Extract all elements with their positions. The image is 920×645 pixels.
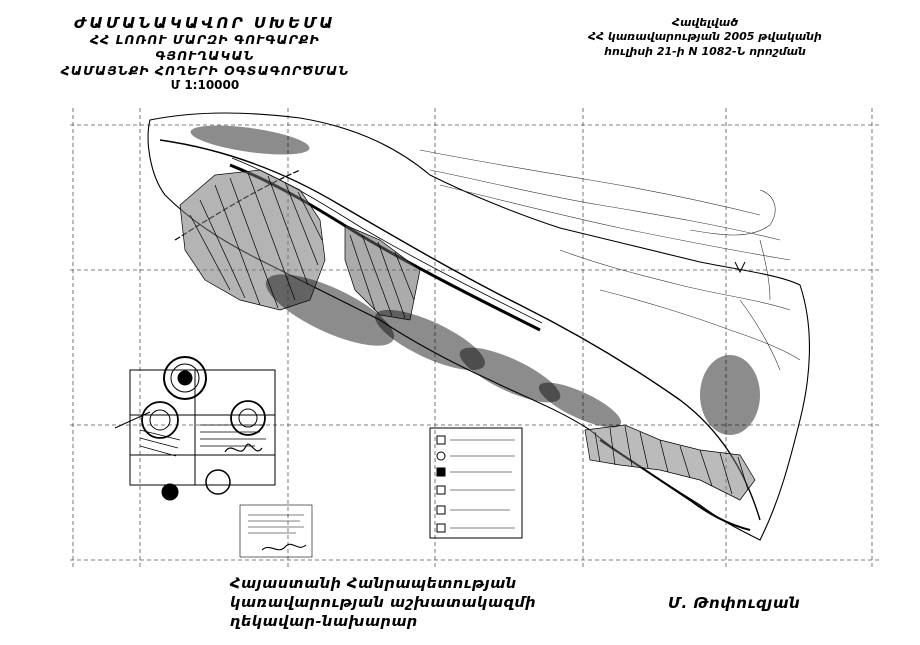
map-subtitle-line-2: ՀԱՄԱՅՆՔԻ ՀՈՂԵՐԻ ՕԳՏԱԳՈՐԾՄԱՆ — [60, 62, 350, 78]
signature-line-1: Հայաստանի Հանրապետության — [230, 576, 517, 592]
signature-line-3: ղեկավար-նախարար — [230, 613, 418, 630]
approval-sheet — [240, 505, 312, 557]
map-title: ԺԱՄԱՆԱԿԱՎՈՐ ՍԽԵՄԱ — [74, 14, 336, 32]
map-subtitle-line-1: ՀՀ ԼՈՌՈՒ ՄԱՐԶԻ ԳՈՒԳԱՐՔԻ ԳՅՈՒՂԱԿԱՆ — [90, 32, 320, 63]
terrain-contours — [420, 150, 800, 370]
approval-line-3: հուլիսի 21-ի N 1082-Ն որոշման — [604, 44, 806, 58]
official-seal-icon — [164, 357, 206, 399]
settlement-area-east — [585, 425, 755, 500]
signer-name: Մ. Թոփուզյան — [668, 594, 801, 612]
signature-block — [230, 575, 536, 632]
pointer-line-icon — [115, 412, 150, 428]
map-grid — [70, 108, 880, 568]
approval-line-1: Հավելված — [671, 16, 739, 29]
map-scale: Մ 1:10000 — [170, 78, 240, 93]
inset-document-sheet — [130, 370, 275, 485]
approval-line-2: ՀՀ կառավարության 2005 թվականի — [588, 30, 822, 44]
signature-mark-icon — [225, 444, 262, 452]
signature-line-2: կառավարության աշխատակազմի — [230, 594, 537, 611]
map-legend — [430, 428, 522, 538]
